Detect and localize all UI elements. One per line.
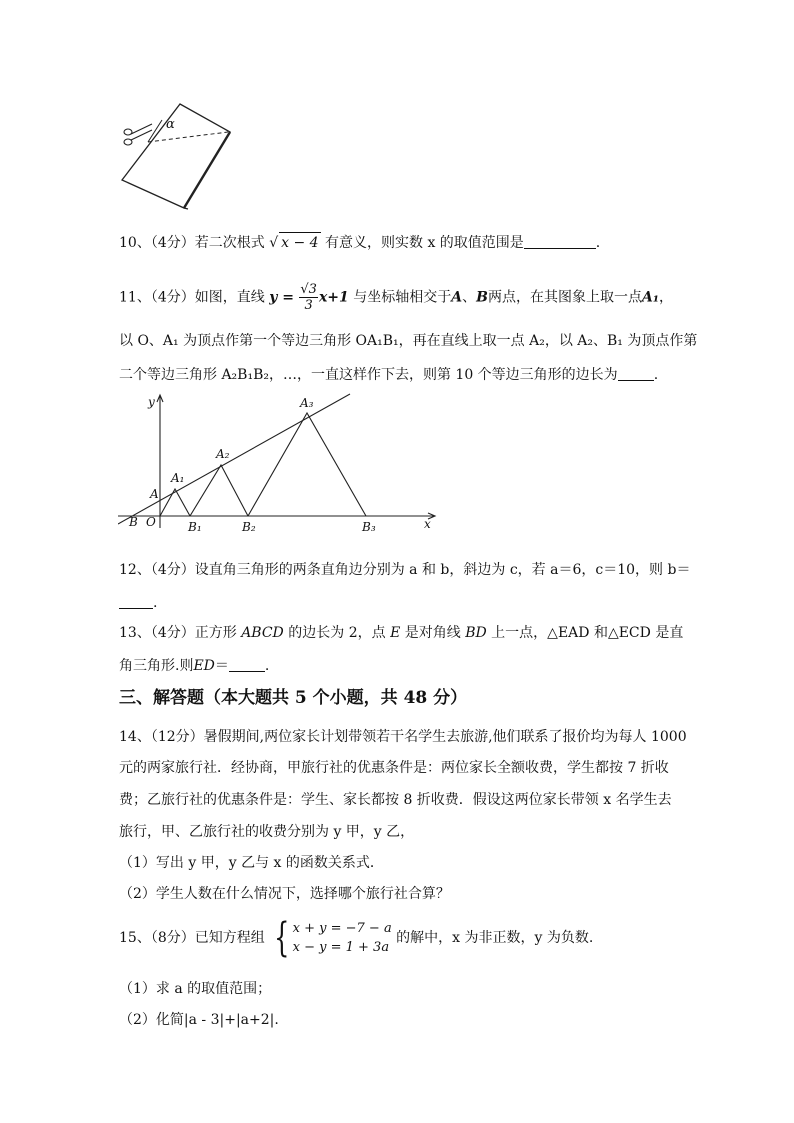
question-10: 10、（4分）若二次根式 √ x − 4 有意义，则实数 x 的取值范围是 .: [119, 232, 600, 253]
question-14-line2: 元的两家旅行社．经协商，甲旅行社的优惠条件是：两位家长全额收费，学生都按 7 折收: [119, 760, 669, 776]
folded-paper-figure: [118, 98, 238, 210]
label-A2: A₂: [216, 447, 230, 461]
section-3-heading: 三、解答题（本大题共 5 个小题，共 48 分）: [119, 688, 468, 708]
q12-answer-blank[interactable]: [119, 592, 153, 609]
question-12-line2: .: [119, 592, 157, 613]
equation-system: { x + y = −7 − a x − y = 1 + 3a: [274, 915, 392, 961]
equation-1: x + y = −7 − a: [292, 921, 392, 936]
question-15-part1: （1）求 a 的取值范围；: [119, 981, 272, 997]
triangle-1: [160, 489, 190, 516]
angle-label: α: [166, 117, 175, 132]
question-13-line1: 13、（4分）正方形 ABCD 的边长为 2，点 E 是对角线 BD 上一点，△EAD 和△ECD 是直: [119, 625, 684, 641]
question-14-line4: 旅行，甲、乙旅行社的收费分别为 y 甲，y 乙，: [119, 824, 415, 840]
q10-radicand: x − 4: [279, 232, 320, 253]
question-13-line2: 角三角形.则ED＝ .: [119, 655, 269, 676]
label-B3: B₃: [362, 520, 376, 532]
q11-answer-blank[interactable]: [618, 364, 654, 381]
label-B: B: [129, 515, 138, 529]
question-14-part1: （1）写出 y 甲，y 乙与 x 的函数关系式．: [119, 855, 384, 871]
label-B1: B₁: [188, 520, 202, 532]
triangles-graph: [118, 392, 440, 532]
label-y: y: [148, 395, 155, 409]
label-A: A: [150, 487, 159, 501]
q13-answer-blank[interactable]: [229, 655, 265, 672]
question-11-line1: 11、（4分）如图，直线 y = $\frac{√3}{3}$ x+1 与坐标轴相交于A、B两点，在其图象上取一点A₁，: [119, 282, 673, 313]
q10-answer-blank[interactable]: [524, 232, 596, 249]
question-12: 12、（4分）设直角三角形的两条直角边分别为 a 和 b，斜边为 c，若 a＝6，c＝10，则 b＝: [119, 562, 691, 578]
q11-fraction: $\frac{√3}{3}$: [300, 282, 317, 313]
question-11-line2: 以 O、A₁ 为顶点作第一个等边三角形 OA₁B₁，再在直线上取一点 A₂，以 A₂、B₁ 为顶点作第: [119, 333, 698, 349]
triangle-2: [190, 465, 248, 516]
line-y-eq: [118, 394, 350, 524]
label-x: x: [424, 517, 431, 531]
label-B2: B₂: [242, 520, 256, 532]
q10-suffix: 有意义，则实数 x 的取值范围是: [325, 235, 524, 251]
question-15-part2: （2）化简|a - 3|+|a+2|.: [119, 1012, 279, 1028]
question-15: 15、（8分）已知方程组 { x + y = −7 − a x − y = 1 + 3a 的解中，x 为非正数，y 为负数.: [119, 915, 594, 961]
question-14-line3: 费；乙旅行社的优惠条件是：学生、家长都按 8 折收费．假设这两位家长带领 x 名学生去: [119, 792, 672, 808]
label-A3: A₃: [300, 396, 314, 410]
sqrt-symbol: √: [269, 235, 279, 251]
cut-line: [148, 132, 228, 142]
label-A1: A₁: [171, 471, 185, 485]
triangle-3: [248, 413, 366, 516]
question-14-line1: 14、（12分）暑假期间,两位家长计划带领若干名学生去旅游,他们联系了报价均为每人 1000: [119, 729, 687, 745]
label-O: O: [146, 515, 156, 529]
question-11-line3: 二个等边三角形 A₂B₁B₂，…，一直这样作下去，则第 10 个等边三角形的边长为 .: [119, 364, 658, 385]
q10-prefix: 10、（4分）若二次根式: [119, 235, 265, 251]
question-14-part2: （2）学生人数在什么情况下，选择哪个旅行社合算？: [119, 886, 450, 902]
equation-2: x − y = 1 + 3a: [292, 940, 390, 955]
paper-shape: [122, 104, 230, 208]
